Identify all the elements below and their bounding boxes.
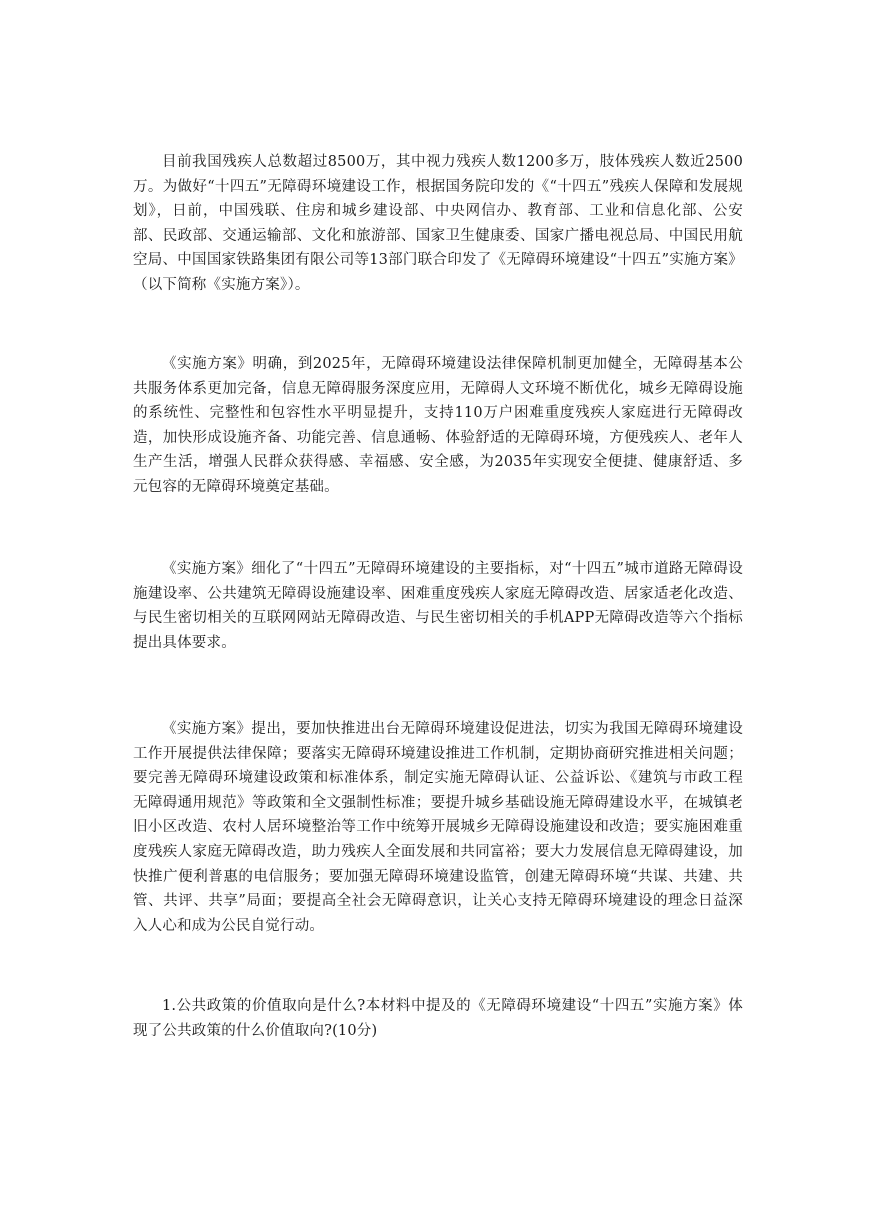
question-1: 1.公共政策的价值取向是什么?本材料中提及的《无障碍环境建设“十四五”实施方案》体现了公共政策的什么价值取向?(10分) [133,998,743,1039]
paragraph-main-indicators: 《实施方案》细化了“十四五”无障碍环境建设的主要指标，对“十四五”城市道路无障碍设施建设率、公共建筑无障碍设施建设率、困难重度残疾人家庭无障碍改造、居家适老化改造、与民生密切相关的互联网网站无障碍改造、与民生密切相关的手机APP无障碍改造等六个指标提出具体要求。 [133,561,743,651]
paragraph-plan-goals: 《实施方案》明确，到2025年，无障碍环境建设法律保障机制更加健全，无障碍基本公共服务体系更加完备，信息无障碍服务深度应用，无障碍人文环境不断优化，城乡无障碍设施的系统性、完整性和包容性水平明显提升，支持110万户困难重度残疾人家庭进行无障碍改造，加快形成设施齐备、功能完善、信息通畅、体验舒适的无障碍环境，方便残疾人、老年人生产生活，增强人民群众获得感、幸福感、安全感，为2035年实现安全便捷、健康舒适、多元包容的无障碍环境奠定基础。 [133,356,743,495]
paragraph-plan-requirements: 《实施方案》提出，要加快推进出台无障碍环境建设促进法，切实为我国无障碍环境建设工作开展提供法律保障；要落实无障碍环境建设推进工作机制，定期协商研究推进相关问题；要完善无障碍环境建设政策和标准体系，制定实施无障碍认证、公益诉讼、《建筑与市政工程无障碍通用规范》等政策和全文强制性标准；要提升城乡基础设施无障碍建设水平，在城镇老旧小区改造、农村人居环境整治等工作中统筹开展城乡无障碍设施建设和改造；要实施困难重度残疾人家庭无障碍改造，助力残疾人全面发展和共同富裕；要大力发展信息无障碍建设，加快推广便利普惠的电信服务；要加强无障碍环境建设监管，创建无障碍环境“共谋、共建、共管、共评、共享”局面；要提高全社会无障碍意识，让关心支持无障碍环境建设的理念日益深入人心和成为公民自觉行动。 [133,721,743,934]
paragraph-disability-statistics: 目前我国残疾人总数超过8500万，其中视力残疾人数1200多万，肢体残疾人数近2500万。为做好“十四五”无障碍环境建设工作，根据国务院印发的《“十四五”残疾人保障和发展规划》，日前，中国残联、住房和城乡建设部、中央网信办、教育部、工业和信息化部、公安部、民政部、交通运输部、文化和旅游部、国家卫生健康委、国家广播电视总局、中国民用航空局、中国国家铁路集团有限公司等13部门联合印发了《无障碍环境建设“十四五”实施方案》（以下简称《实施方案》）。 [133,154,743,293]
